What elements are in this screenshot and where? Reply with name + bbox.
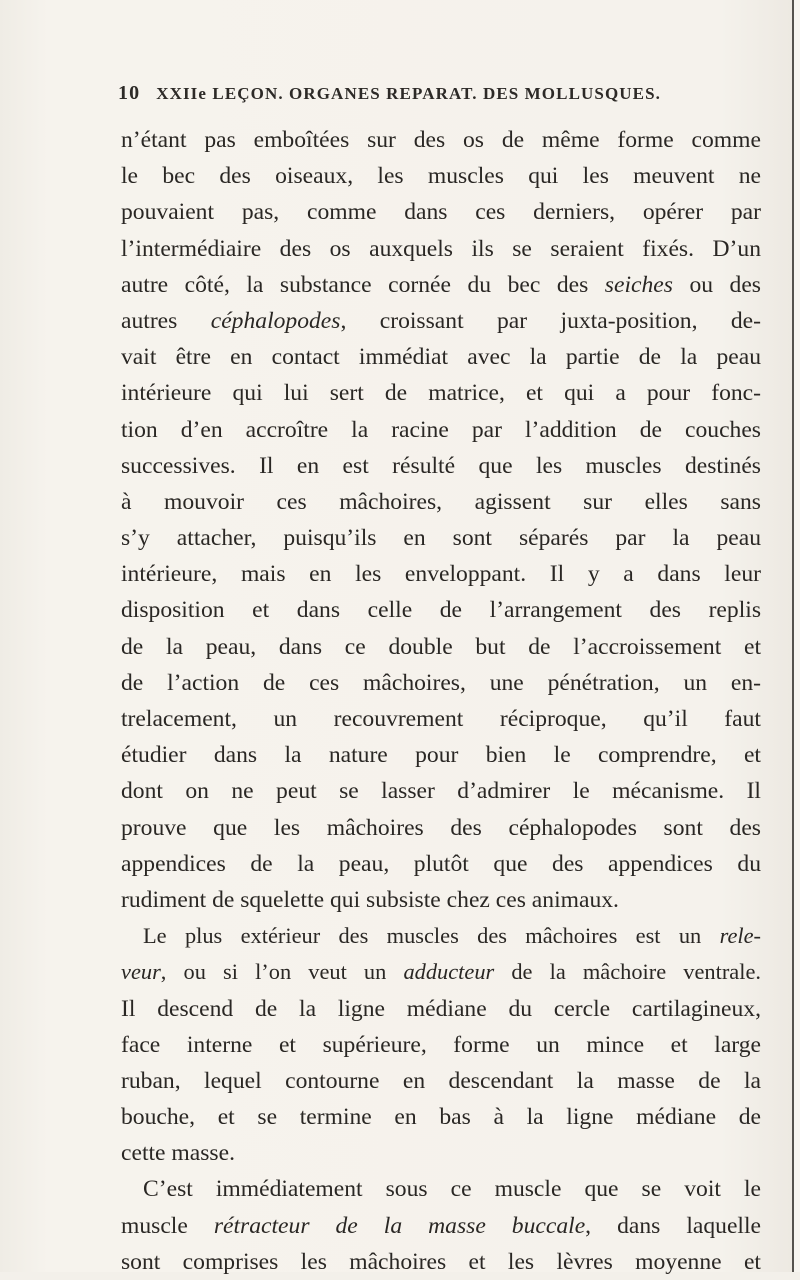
text-segment: successives. Il en est résulté que les muscles destinés — [121, 452, 761, 479]
text-segment: à mouvoir ces mâchoires, agissent sur elles sans — [121, 488, 761, 515]
text-line — [121, 701, 761, 737]
text-segment: vait être en contact immédiat avec la partie de la peau — [121, 344, 761, 371]
text-line — [121, 412, 761, 448]
text-segment: autres — [121, 307, 211, 334]
text-segment: le bec des oiseaux, les muscles qui les meuvent ne — [121, 163, 761, 190]
text-segment: ruban, lequel contourne en descendant la masse de la — [121, 1067, 761, 1094]
italic-term: veur — [121, 959, 161, 985]
page-edge — [794, 0, 800, 1272]
text-line — [121, 448, 761, 484]
text-line — [121, 194, 761, 230]
text-segment: pouvaient pas, comme dans ces derniers, opérer par — [121, 199, 761, 226]
text-segment: bouche, et se termine en bas à la ligne médiane de — [121, 1104, 761, 1131]
text-line — [121, 629, 761, 665]
text-segment: de la mâchoire ventrale. — [494, 959, 761, 985]
text-line — [121, 375, 761, 411]
binding-line — [792, 0, 794, 1272]
text-segment: l’intermédiaire des os auxquels ils se seraient fixés. D’un — [121, 235, 761, 262]
text-segment: rudiment de squelette qui subsiste chez ces animaux. — [121, 886, 619, 913]
text-segment: Il descend de la ligne médiane du cercle cartilagineux, — [121, 995, 761, 1022]
body-text — [121, 122, 761, 1280]
text-line — [121, 1171, 761, 1207]
text-segment: dont on ne peut se lasser d’admirer le mécanisme. Il — [121, 778, 761, 805]
text-line — [121, 592, 761, 628]
text-segment: trelacement, un recouvrement réciproque, qu’il faut — [121, 706, 761, 732]
text-segment: muscle — [121, 1212, 214, 1239]
text-segment: ou des — [672, 271, 761, 298]
text-line — [121, 556, 761, 592]
text-line — [121, 1063, 761, 1099]
text-segment: n’étant pas emboîtées sur des os de même forme comme — [121, 127, 761, 153]
text-segment: Le plus extérieur des muscles des mâchoires est un — [143, 923, 720, 949]
text-line — [121, 231, 761, 267]
text-line — [121, 991, 761, 1027]
text-segment: , croissant par juxta-position, de- — [340, 307, 761, 334]
text-segment: de la peau, dans ce double but de l’accroissement et — [121, 633, 761, 660]
italic-term: céphalopodes — [210, 307, 341, 334]
text-line — [121, 339, 761, 375]
text-segment: intérieure qui lui sert de matrice, et qui a pour fonc- — [121, 380, 761, 407]
text-line — [121, 484, 761, 520]
text-line — [121, 665, 761, 701]
text-segment: intérieure, mais en les enveloppant. Il y a dans leur — [121, 561, 761, 588]
text-line — [121, 954, 761, 990]
italic-term: seiches — [604, 271, 673, 298]
italic-term: rele- — [719, 923, 761, 949]
text-line — [121, 1208, 761, 1244]
text-line — [121, 158, 761, 194]
text-segment: sont comprises les mâchoires et les lèvres moyenne et — [121, 1248, 761, 1275]
text-line — [121, 918, 761, 954]
italic-term: adducteur — [403, 959, 495, 985]
text-segment: , dans laquelle — [585, 1212, 761, 1239]
text-segment: prouve que les mâchoires des céphalopodes sont des — [121, 814, 761, 841]
text-segment: disposition et dans celle de l’arrangement des replis — [121, 597, 761, 624]
page-number: 10 — [118, 82, 141, 104]
text-line — [121, 810, 761, 846]
italic-term: rétracteur de la masse buccale — [213, 1212, 586, 1239]
text-line — [121, 1027, 761, 1063]
text-line — [121, 773, 761, 809]
text-segment: s’y attacher, puisqu’ils en sont séparés par la peau — [121, 525, 761, 552]
text-line — [121, 737, 761, 773]
text-line — [121, 1099, 761, 1135]
text-line — [121, 846, 761, 882]
text-segment: de l’action de ces mâchoires, une pénétration, un en- — [121, 669, 761, 696]
text-line — [121, 267, 761, 303]
text-segment: C’est immédiatement sous ce muscle que se voit le — [143, 1176, 761, 1203]
text-line — [121, 520, 761, 556]
text-line — [121, 882, 761, 918]
text-segment: cette masse. — [121, 1140, 235, 1167]
running-title: XXIIe LEÇON. ORGANES REPARAT. DES MOLLUSQUES. — [156, 84, 661, 103]
text-line — [121, 122, 761, 158]
text-segment: , ou si l’on veut un — [160, 959, 404, 985]
text-line — [121, 1244, 761, 1280]
running-header — [118, 82, 758, 112]
text-line — [121, 303, 761, 339]
text-segment: appendices de la peau, plutôt que des appendices du — [121, 850, 761, 877]
text-segment: tion d’en accroître la racine par l’addition de couches — [121, 416, 761, 443]
text-segment: autre côté, la substance cornée du bec des — [121, 271, 605, 298]
text-line — [121, 1135, 761, 1171]
text-segment: étudier dans la nature pour bien le comprendre, et — [121, 742, 761, 769]
text-segment: face interne et supérieure, forme un mince et large — [121, 1031, 761, 1058]
